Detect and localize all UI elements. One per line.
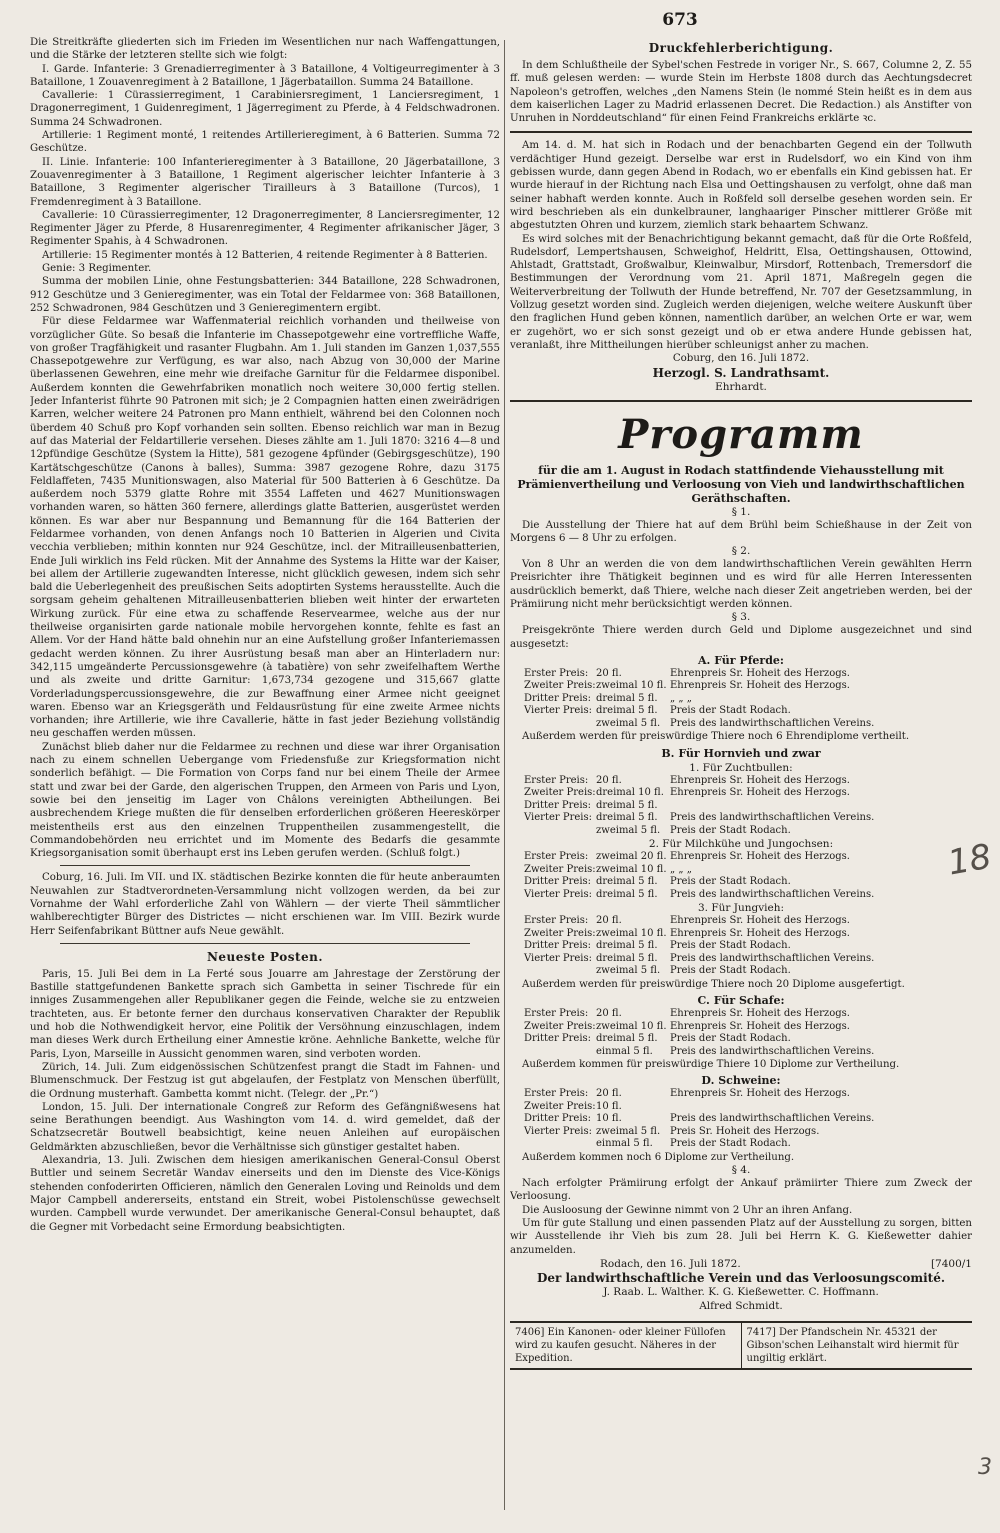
dog-notice-place: Coburg, den 16. Juli 1872. xyxy=(672,353,810,365)
article-paragraph: I. Garde. Infanterie: 3 Grenadierregimenter à 3 Bataillone, 4 Voltigeurregimenter à 3 Bataillone, 1 Zouavenregiment à 2 Bataillone, 1 Jägerbataillon. Summa 24 Bataillone. xyxy=(30,63,500,88)
news-item-zurich: Zürich, 14. Juli. Zum eidgenössischen Schützenfest prangt die Stadt im Fahnen- und Blumenschmuck. Der Festzug ist gut abgelaufen, der Festplatz von Menschen überfüllt, die Ordnung musterhaft. Gambetta kommt nicht. (Telegr. der „Pr.“) xyxy=(30,1061,500,1100)
prize-table-horses xyxy=(510,668,972,731)
prize-row: Zweiter Preis: dreimal 10 fl. Ehrenpreis Sr. Hoheit des Herzogs. xyxy=(524,787,850,799)
prize-row: Dritter Preis: dreimal 5 fl. Preis der Stadt Rodach. xyxy=(524,1033,791,1044)
prize-row: zweimal 5 fl. Preis der Stadt Rodach. xyxy=(596,824,791,836)
article-paragraph: Summa der mobilen Linie, ohne Festungsbatterien: 344 Bataillone, 228 Schwadronen, 912 Geschütze und 3 Genieregimenter, was ein Total der Feldarmee von: 368 Bataillonen, 252 Schwadronen, 984 Geschützen und 3 Genieregimentern ergibt. xyxy=(30,276,500,314)
section-rule xyxy=(60,865,470,866)
article-paragraph: Zunächst blieb daher nur die Feldarmee zu rechnen und diese war ihrer Organisation nach zu einem schnellen Uebergange vom Friedensfuße zur Kriegsformation nicht sonderlich befähigt. — Die Formation von Corps fand nur bei einem Theile der Armee statt und zwar bei der Garde, den algerischen Truppen, den Armeen von Paris und Lyon, sowie bei den jenseitig im Lager von Châlons vereinigten Abtheilungen. Bei ausbrechendem Kriege mußten die für denselben erforderlichen größeren Heereskörper meistentheils erst aus den einzelnen Truppentheilen zusammengestellt, die Commandobehörden neu errichtet und im Momente des Bedarfs die gesammte Kriegsorganisation somit überhaupt erst ins Leben gerufen werden. (Schluß folgt.) xyxy=(30,741,500,860)
prize-row: Dritter Preis: dreimal 5 fl. Preis der Stadt Rodach. xyxy=(524,940,791,952)
erratum-heading: Druckfehlerberichtigung. xyxy=(648,41,834,55)
prize-row: Erster Preis: 20 fl. Ehrenpreis Sr. Hoheit des Herzogs. xyxy=(524,1088,850,1100)
handwritten-margin-number: 18 xyxy=(944,836,995,884)
program-dateline xyxy=(510,1257,972,1271)
prize-subsection: 2. Für Milchkühe und Jungochsen: xyxy=(648,838,834,851)
paragraph-text: Um für gute Stallung und einen passenden Platz auf der Ausstellung zu sorgen, bitten wir Ausstellende ihr Vieh bis zum 28. Juli bei Herrn K. G. Kießewetter dahier anzumelden. xyxy=(510,1217,972,1256)
prize-row: Erster Preis: 20 fl. Ehrenpreis Sr. Hoheit des Herzogs. xyxy=(524,667,850,679)
article-paragraph: Artillerie: 1 Regiment monté, 1 reitendes Artillerieregiment, à 6 Batterien. Summa 72 Geschütze. xyxy=(30,130,500,155)
news-item-london: London, 15. Juli. Der internationale Congreß zur Reform des Gefängnißwesens hat seine Berathungen beendigt. Aus Washington vom 14. d. wird gemeldet, daß der Schatzsecretär Boutwell beabsichtigt, keine neuen Anleihen auf europäischen Geldmärkten abzuschließen, bevor die Verhältnisse sich günstiger gestaltet haben. xyxy=(30,1101,500,1153)
page-number: 673 xyxy=(662,10,698,30)
prize-section-horses: A. Für Pferde: xyxy=(698,653,784,667)
paragraph-mark: § 3. xyxy=(731,611,751,624)
prize-subsection: 1. Für Zuchtbullen: xyxy=(689,761,793,774)
news-heading: Neueste Posten. xyxy=(206,949,324,964)
prize-row: Dritter Preis: dreimal 5 fl. xyxy=(524,799,658,811)
paragraph-text: Die Ausloosung der Gewinne nimmt von 2 Uhr an ihren Anfang. xyxy=(522,1204,853,1216)
paragraph-text: Von 8 Uhr an werden die von dem landwirthschaftlichen Verein gewählten Herrn Preisrichter ihre Thätigkeit beginnen und es wird für alle Herren Interessenten ausdrücklich bemerkt, daß Thiere, welche nach dieser Zeit angetrieben werden, bei der Prämiirung nicht mehr berücksichtigt werden können. xyxy=(510,559,972,611)
section-rule xyxy=(510,400,972,402)
ad-pawn-ticket: 7417] Der Pfandschein Nr. 45321 der Gibson'schen Leihanstalt wird hiermit für ungiltig erklärt. xyxy=(741,1323,973,1368)
coburg-local-news: Coburg, 16. Juli. Im VII. und IX. städtischen Bezirke konnten die für heute anberaumten Neuwahlen zur Stadtverordneten-Versammlung nicht vollzogen werden, da bei zur Vornahme der Wahl erforderliche Zahl von Wählern — der vierte Theil sämmtlicher wahlberechtigter Bürger des Districtes — nicht erschienen war. Im VIII. Bezirk wurde Herr Seifenfabrikant Büttner aufs Neue gewählt. xyxy=(30,872,500,937)
program-ref: [7400/1 xyxy=(930,1257,972,1270)
paragraph-text: Die Ausstellung der Thiere hat auf dem Brühl beim Schießhause in der Zeit von Morgens 6 — 8 Uhr zu erfolgen. xyxy=(510,519,972,544)
prize-row: Zweiter Preis: zweimal 10 fl. Ehrenpreis Sr. Hoheit des Herzogs. xyxy=(524,680,850,692)
prize-row: Erster Preis: 20 fl. Ehrenpreis Sr. Hoheit des Herzogs. xyxy=(524,1008,850,1019)
prize-note: Außerdem kommen für preiswürdige Thiere 10 Diplome zur Vertheilung. xyxy=(522,1059,900,1070)
program-subtitle: für die am 1. August in Rodach stattfindende Viehausstellung mit Prämienvertheilung und Verloosung von Vieh und landwirthschaftlichen Geräthschaften. xyxy=(517,463,965,505)
prize-row: Zweiter Preis: 10 fl. xyxy=(524,1100,622,1112)
prize-row: Vierter Preis: dreimal 5 fl. Preis des landwirthschaftlichen Vereins. xyxy=(524,952,875,964)
prize-row: Zweiter Preis: zweimal 10 fl. Ehrenpreis Sr. Hoheit des Herzogs. xyxy=(524,927,850,939)
prize-row: Dritter Preis: dreimal 5 fl. Preis der Stadt Rodach. xyxy=(524,876,791,888)
prize-table-young-cattle xyxy=(510,915,972,978)
article-paragraph: Artillerie: 15 Regimenter montés à 12 Batterien, 4 reitende Regimenter à 8 Batterien. xyxy=(42,249,488,261)
prize-row: Erster Preis: zweimal 20 fl. Ehrenpreis Sr. Hoheit des Herzogs. xyxy=(524,851,850,863)
article-paragraph: II. Linie. Infanterie: 100 Infanterieregimenter à 3 Bataillone, 20 Jägerbataillone, 3 Zouavenregimenter à 3 Bataillone, 1 Regiment algerischer leichter Infanterie à 3 Bataillone, 3 Regimenter algerischer Tirailleurs à 3 Bataillone (Turcos), 1 Fremdenregiment à 3 Bataillone. xyxy=(30,156,500,208)
prize-table-cows xyxy=(510,851,972,901)
column-divider xyxy=(504,40,505,1510)
right-column xyxy=(510,36,972,1516)
prize-row: zweimal 5 fl. Preis der Stadt Rodach. xyxy=(596,965,791,977)
prize-row: Erster Preis: 20 fl. Ehrenpreis Sr. Hoheit des Herzogs. xyxy=(524,915,850,927)
dog-notice: Am 14. d. M. hat sich in Rodach und der benachbarten Gegend ein der Tollwuth verdächtiger Hund gezeigt. Derselbe war erst in Rudelsdorf, wo ein Kind von ihm gebissen wurde, dann gegen Abend in Rodach, wo er ebenfalls ein Kind gebissen hat. Er wurde hierauf in der Richtung nach Elsa und Oettingshausen zu verfolgt, ohne daß man seiner habhaft werden konnte. Auch in Roßfeld soll derselbe gesehen worden sein. Er wird beschrieben als ein dunkelbrauner, langhaariger Pinscher mittlerer Größe mit abgestutzten Ohren und kurzem, ziemlich stark behaartem Schwanz. xyxy=(510,140,972,232)
paragraph-mark: § 4. xyxy=(731,1164,751,1177)
news-item-alexandria: Alexandria, 13. Juli. Zwischen dem hiesigen amerikanischen General-Consul Oberst Buttler und seinem Secretär Wandav einerseits und den im Dienste des Vice-Königs stehenden confoderirten Officieren, nämlich den Generalen Loving und Reinolds und dem Major Campbell andererseits, entstand ein Streit, wobei Pistolenschüsse gewechselt wurden. Campbell wurde verwundet. Der amerikanische General-Consul behauptet, daß die Gegner mit Vorbedacht seine Ermordung beabsichtigten. xyxy=(30,1155,500,1233)
erratum-text: In dem Schlußtheile der Sybel'schen Festrede in voriger Nr., S. 667, Columne 2, Z. 55 ff. muß gelesen werden: — wurde Stein im Herbste 1808 durch das Aechtungsdecret Napoleon's getroffen, welches „den Namens Stein (le nommé Stein heißt es in dem aus dem kaiserlichen Lager zu Madrid erlassenen Decret. Die Redaction.) als Anstifter von Unruhen in Norddeutschland“ für einen Feind Frankreichs erklärte ꝛc. xyxy=(510,60,972,125)
prize-subsection: 3. Für Jungvieh: xyxy=(697,902,785,915)
prize-note: Außerdem werden für preiswürdige Thiere noch 20 Diplome ausgefertigt. xyxy=(522,978,905,990)
handwritten-mark: 3 xyxy=(978,1455,992,1480)
prize-row: Zweiter Preis: zweimal 10 fl. Ehrenpreis Sr. Hoheit des Herzogs. xyxy=(524,1020,850,1032)
prize-table-bulls xyxy=(510,775,972,838)
dog-notice-continued: Es wird solches mit der Benachrichtigung bekannt gemacht, daß für die Orte Roßfeld, Rudelsdorf, Lempertshausen, Schweighof, Heldritt, Elsa, Oettingshausen, Ottowind, Ahlstadt, Grattstadt, Großwalbur, Kleinwalbur, Mirsdorf, Rottenbach, Tremersdorf die Bestimmungen der Verordnung vom 21. April 1871, Maßregeln gegen die Weiterverbreitung der Tollwuth der Hunde betreffend, Nr. 707 der Gesetzsammlung, in Vollzug gesetzt worden sind. Zugleich werden diejenigen, welche weitere Auskunft über den fraglichen Hund geben können, namentlich darüber, an welchen Orte er war, wem er zugehört, wo er sich sonst gezeigt und ob er etwa andere Hunde gebissen hat, veranlaßt, ihre Mittheilungen hierüber schleunigst anher zu machen. xyxy=(510,233,972,351)
prize-section-cattle: B. Für Hornvieh und zwar xyxy=(661,746,821,760)
prize-note: Außerdem kommen noch 6 Diplome zur Vertheilung. xyxy=(522,1151,795,1163)
prize-row: Erster Preis: 20 fl. Ehrenpreis Sr. Hoheit des Herzogs. xyxy=(524,774,850,786)
article-paragraph: Für diese Feldarmee war Waffenmaterial reichlich vorhanden und theilweise von vorzüglicher Güte. So besaß die Infanterie im Chassepotgewehr eine vortreffliche Waffe, von großer Tragfähigkeit und rasanter Flugbahn. Am 1. Juli standen im Ganzen 1,037,555 Chassepotgewehre zur Verfügung, es war also, nach Abzug von 30,000 der Marine überlassenen Gewehren, eine mehr wie dreifache Garnitur für die Feldarmee disponibel. Außerdem konnten die Gewehrfabriken monatlich noch weitere 30,000 fertig stellen. Jeder Infanterist führte 90 Patronen mit sich; je 2 Compagnien hatten einen zweirädrigen Karren, welcher weitere 24 Patronen pro Mann enthielt, während bei den Colonnen noch überdem 40 Schuß pro Kopf vorhanden sein sollten. Ebenso reichlich war man in Bezug auf das Material der Feldartillerie versehen. Dieses zählte am 1. Juli 1870: 3216 4—8 und 12pfündige Geschütze (System la Hitte), 581 gezogene 4pfünder (Gebirgsgeschütze), 190 Kartätschgeschütze (Canons à balles), Summa: 3987 gezogene Rohre, dazu 3175 Feldlaffeten, 7435 Munitionswagen, also Material für 500 Batterien à 6 Geschütze. Da außerdem noch 5379 glatte Rohre mit 3554 Laffeten und 4627 Munitionswagen vorhanden waren, so hätten 360 fernere, allerdings glatte Batterien, ausgerüstet werden können. Es war aber nur Bespannung und Bemannung für die 164 Batterien der Feldarmee vorhanden, von denen Anfangs noch 10 Batterien in Algerien und Civita vecchia verblieben; mithin konnten nur 924 Geschütze, incl. der Mitrailleusenbatterien, Ende Juli wirklich ins Feld rücken. Mit der Annahme des Systems la Hitte war der Kaiser, bei allem der Artillerie zugewandten Interesse, nicht glücklich gewesen, indem sich sehr bald die Ueberlegenheit des preußischen Seits adoptirten Systems herausstellte. Auch die sorgsam geheim gehaltenen Mitrailleusenbatterien blieben weit hinter der erwarteten Wirkung zurück. Für eine etwa zu schaffende Reservearmee, welche aus der nur theilweise organisirten garde nationale mobile hervorgehen konnte, fehlte es fast an Allem. Vor der Hand hätte bald ohnehin nur an eine Aufstellung großer Infanteriemassen gedacht werden können. Zu ihrer Ausrüstung besaß man aber an Hinterladern nur: 342,115 umgeänderte Percussionsgewehre (à tabatière) von sehr zweifelhaftem Werthe und als zweite und dritte Garnitur: 1,673,734 gezogene und 315,667 glatte Vorderladungspercussionsgewehre, die zur Bewaffnung einer Armee nicht geeignet waren. Ebenso war an Kriegsgeräth und Feldausrüstung für eine zweite Armee nichts vorhanden; ihre Artillerie, wie ihre Cavallerie, hätte in fast jeder Beziehung vollständig neu geschaffen werden müssen. xyxy=(30,316,500,740)
article-paragraph: Die Streitkräfte gliederten sich im Frieden im Wesentlichen nur nach Waffengattungen, und die Stärke der letzteren stellte sich wie folgt: xyxy=(30,37,500,62)
news-item-paris: Paris, 15. Juli Bei dem in La Ferté sous Jouarre am Jahrestage der Zerstörung der Bastille stattgefundenen Bankette sprach sich Gambetta in seiner Tischrede für ein inniges Zusammengehen aller Republikaner gegen die Feinde, welche sie zu entzweien trachteten, aus. Er betonte ferner den durchaus konservativen Charakter der Republik und hob die Nothwendigkeit hervor, eine Politik der Versöhnung einzuschlagen, indem man dieses Werk durch Ertheilung einer Amnestie kröne. Aehnliche Bankette, welche für Paris, Lyon, Marseille in Aussicht genommen waren, sind verboten worden. xyxy=(30,968,500,1060)
prize-section-sheep: C. Für Schafe: xyxy=(697,994,785,1007)
program-names: J. Raab. L. Walther. K. G. Kießewetter. C. Hoffmann. xyxy=(603,1285,879,1298)
prize-row: Vierter Preis: zweimal 5 fl. Preis Sr. Hoheit des Herzogs. xyxy=(524,1125,820,1137)
prize-row: zweimal 5 fl. Preis des landwirthschaftlichen Vereins. xyxy=(596,717,875,729)
article-paragraph: Cavallerie: 10 Cürassierregimenter, 12 Dragonerregimenter, 8 Lanciersregimenter, 12 Regimenter Jäger zu Pferde, 8 Husarenregimenter, 4 Regimenter afrikanischer Jäger, 3 Regimenter Spahis, à 4 Schwadronen. xyxy=(30,209,500,248)
section-rule xyxy=(510,131,972,133)
article-paragraph: Cavallerie: 1 Cürassierregiment, 1 Carabiniersregiment, 1 Lanciersregiment, 1 Dragonerregiment, 1 Guidenregiment, 1 Jägerregiment zu Pferde, à 4 Feldschwadronen. Summa 24 Schwadronen. xyxy=(30,90,500,128)
prize-row: einmal 5 fl. Preis des landwirthschaftlichen Vereins. xyxy=(596,1045,875,1057)
ad-stove-wanted: 7406] Ein Kanonen- oder kleiner Füllofen wird zu kaufen gesucht. Näheres in der Expedition. xyxy=(515,1326,726,1364)
prize-row: Vierter Preis: dreimal 5 fl. Preis der Stadt Rodach. xyxy=(524,705,791,717)
left-column xyxy=(30,36,500,1516)
paragraph-mark: § 2. xyxy=(731,545,751,558)
program-names: Alfred Schmidt. xyxy=(699,1299,783,1312)
prize-row: Dritter Preis: 10 fl. Preis des landwirthschaftlichen Vereins. xyxy=(524,1113,875,1125)
prize-row: Zweiter Preis: zweimal 10 fl. „ „ „ xyxy=(524,863,692,875)
program-society: Der landwirthschaftliche Verein und das Verloosungscomité. xyxy=(536,1270,946,1285)
program-title: Programm xyxy=(618,410,864,458)
prize-row: Dritter Preis: dreimal 5 fl. „ „ „ xyxy=(524,692,692,704)
section-rule xyxy=(60,943,470,944)
paragraph-text: Nach erfolgter Prämiirung erfolgt der Ankauf prämiirter Thiere zum Zweck der Verloosung. xyxy=(510,1178,972,1203)
prize-row: Vierter Preis: dreimal 5 fl. Preis des landwirthschaftlichen Vereins. xyxy=(524,888,875,900)
program-place: Rodach, den 16. Juli 1872. xyxy=(600,1257,741,1270)
classified-ads xyxy=(510,1321,972,1370)
military-article xyxy=(30,36,500,860)
article-paragraph: Genie: 3 Regimenter. xyxy=(42,263,152,275)
prize-row: einmal 5 fl. Preis der Stadt Rodach. xyxy=(596,1138,791,1150)
prize-table-sheep xyxy=(510,1008,972,1058)
paragraph-mark: § 1. xyxy=(731,505,751,518)
prize-row: Vierter Preis: dreimal 5 fl. Preis des landwirthschaftlichen Vereins. xyxy=(524,812,875,824)
dog-notice-office: Herzogl. S. Landrathsamt. xyxy=(652,365,830,380)
prize-section-pigs: D. Schweine: xyxy=(701,1074,781,1088)
prize-note: Außerdem werden für preiswürdige Thiere noch 6 Ehrendiplome vertheilt. xyxy=(522,731,910,743)
dog-notice-signer: Ehrhardt. xyxy=(715,380,767,393)
prize-table-pigs xyxy=(510,1088,972,1151)
paragraph-text: Preisgekrönte Thiere werden durch Geld und Diplome ausgezeichnet und sind ausgesetzt: xyxy=(510,625,972,650)
